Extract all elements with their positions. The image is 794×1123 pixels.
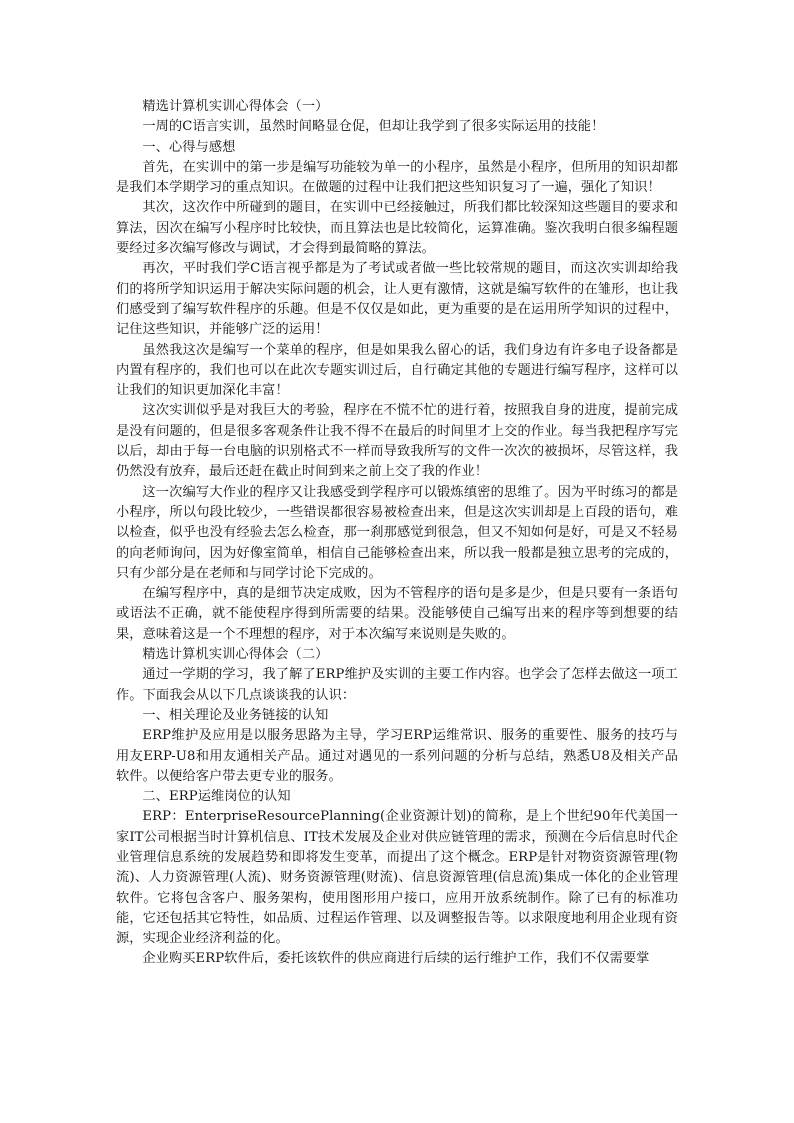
- heading-part-two: 精选计算机实训心得体会（二）: [142, 647, 329, 663]
- document-body: [116, 97, 678, 970]
- paragraph-careful-thinking: 这一次编写大作业的程序又让我感受到学程序可以锻炼缜密的思维了。因为平时练习的都是小程序，所以句段比较少，一些错误都很容易被检查出来，但是这次实训却是上百段的语句，难以检查，似乎也没有经验去怎么检查，那一刹那感觉到很急，但又不知如何是好，可是又不轻易的向老师询问，因为好像室简单，相信自己能够检查出来，所以我一般都是独立思考的完成的，只有少部分是在老师和与同学讨论下完成的。: [116, 484, 678, 581]
- heading-part-one: 精选计算机实训心得体会（一）: [142, 99, 329, 114]
- paragraph-first: 首先，在实训中的第一步是编写功能较为单一的小程序，虽然是小程序，但所用的知识却都是我们本学期学习的重点知识。在做题的过程中让我们把这些知识复习了一遍，强化了知识！: [116, 159, 678, 196]
- paragraph-erp-maintenance: 企业购买ERP软件后，委托该软件的供应商进行后续的运行维护工作，我们不仅需要掌: [142, 951, 650, 967]
- paragraph-details: 在编写程序中，真的是细节决定成败，因为不管程序的语句是多是少，但是只要有一条语句或语法不正确，就不能使程序得到所需要的结果。没能够使自己编写出来的程序等到想要的结果，意味着这是一个不理想的程序，对于本次编写来说则是失败的。: [116, 586, 678, 642]
- section-heading-theory: 一、相关理论及业务链接的认知: [142, 707, 329, 723]
- paragraph-erp-intro: 通过一学期的学习，我了解了ERP维护及实训的主要工作内容。也学会了怎样去做这一项工作。下面我会从以下几点谈谈我的认识：: [116, 667, 678, 703]
- paragraph-second: 其次，这次作中所碰到的题目，在实训中已经接触过，所我们都比较深知这些题目的要求和算法，因次在编写小程序时比较快，而且算法也是比较简化，运算准确。鉴次我明白很多编程题要经过多次编写修改与调试，才会得到最简略的算法。: [116, 200, 678, 257]
- section-heading-feelings: 一、心得与感想: [142, 139, 236, 155]
- paragraph-challenge: 这次实训似乎是对我巨大的考验，程序在不慌不忙的进行着，按照我自身的进度，提前完成是没有问题的，但是很多客观条件让我不得不在最后的时间里才上交的作业。每当我把程序写完以后，却由于每一台电脑的识别格式不一样而导致我所写的文件一次次的被损坏，尽管这样，我仍然没有放弃，最后还赶在截止时间到来之前上交了我的作业！: [116, 403, 678, 480]
- paragraph-erp-definition: ERP：EnterpriseResourcePlanning(企业资源计划)的简称，是上个世纪90年代美国一家IT公司根据当时计算机信息、IT技术发展及企业对供应链管理的需求，预测在今后信息时代企业管理信息系统的发展趋势和即将发生变革，而提出了这个概念。ERP是针对物资资源管理(物流)、人力资源管理(人流)、财务资源管理(财流)、信息资源管理(信息流)集成一体化的企业管理软件。它将包含客户、服务架构，使用图形用户接口，应用开放系统制作。除了已有的标准功能，它还包括其它特性，如品质、过程运作管理、以及调整报告等。以求限度地利用企业现有资源，实现企业经济利益的化。: [116, 809, 678, 947]
- section-heading-erp-role: 二、ERP运维岗位的认知: [142, 789, 291, 805]
- paragraph-menu-program: 虽然我这次是编写一个菜单的程序，但是如果我么留心的话，我们身边有许多电子设备都是内置有程序的，我们也可以在此次专题实训过后，自行确定其他的专题进行编写程序，这样可以让我们的知识更加深化丰富！: [116, 342, 678, 399]
- paragraph-intro: 一周的C语言实训，虽然时间略显仓促，但却让我学到了很多实际运用的技能！: [142, 119, 605, 135]
- paragraph-third: 再次，平时我们学C语言视乎都是为了考试或者做一些比较常规的题目，而这次实训却给我们的将所学知识运用于解决实际问题的机会，让人更有激情，这就是编写软件的在雏形，也让我们感受到了编写软件程序的乐趣。但是不仅仅是如此，更为重要的是在运用所学知识的过程中，记住这些知识，并能够广泛的运用！: [116, 261, 678, 338]
- paragraph-erp-service: ERP维护及应用是以服务思路为主导，学习ERP运维常识、服务的重要性、服务的技巧与用友ERP-U8和用友通相关产品。通过对遇见的一系列问题的分析与总结，熟悉U8及相关产品软件。以便给客户带去更专业的服务。: [116, 728, 678, 784]
